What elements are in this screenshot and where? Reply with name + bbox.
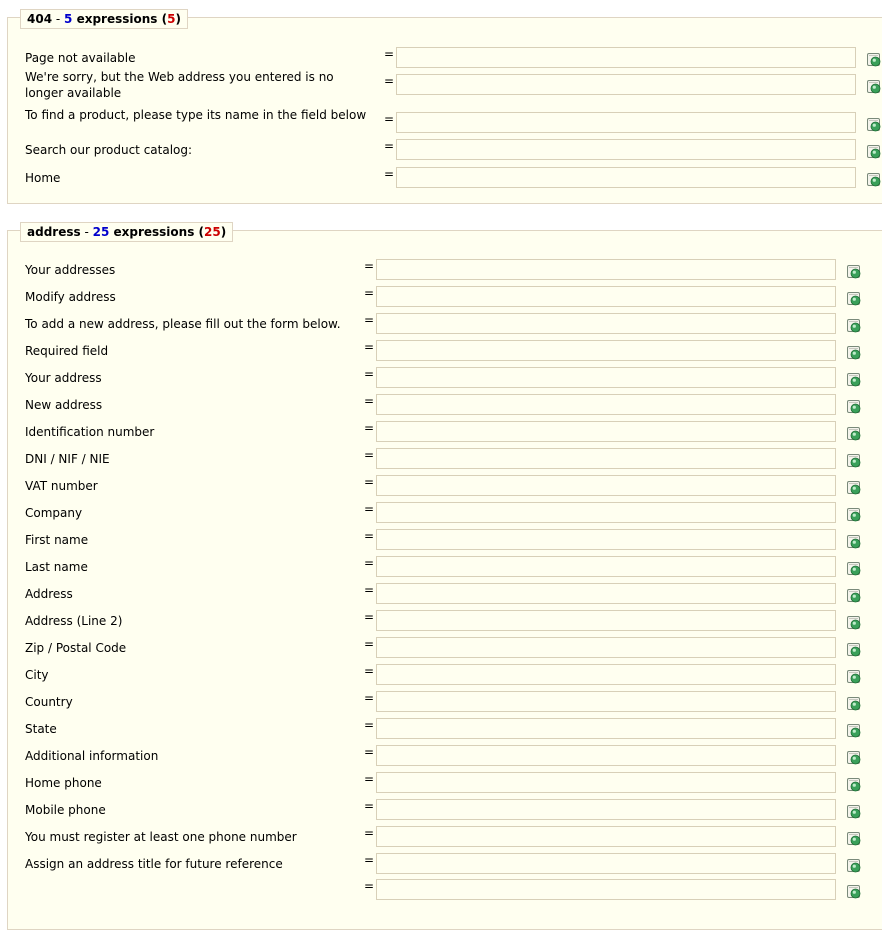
translation-input[interactable] (376, 340, 836, 361)
section-name: 404 (27, 12, 53, 26)
equals-sign: = (384, 47, 395, 61)
section-name: address (27, 225, 81, 239)
translation-input[interactable] (376, 448, 836, 469)
translate-icon[interactable] (846, 642, 862, 657)
translate-icon[interactable] (846, 588, 862, 603)
section-404 (7, 12, 882, 204)
translation-input[interactable] (376, 826, 836, 847)
equals-sign: = (364, 853, 375, 867)
row-label: Address (25, 587, 73, 601)
row-label: Mobile phone (25, 803, 106, 817)
equals-sign: = (384, 112, 395, 126)
section-address (7, 225, 882, 930)
equals-sign: = (364, 421, 375, 435)
equals-sign: = (364, 529, 375, 543)
translate-icon[interactable] (846, 777, 862, 792)
translation-input[interactable] (396, 47, 856, 68)
translate-icon[interactable] (846, 831, 862, 846)
row-label: Company (25, 506, 83, 520)
translate-icon[interactable] (846, 507, 862, 522)
equals-sign: = (364, 664, 375, 678)
row-label: State (25, 722, 57, 736)
equals-sign: = (364, 475, 375, 489)
row-label: Identification number (25, 425, 155, 439)
row-label: Last name (25, 560, 88, 574)
expressions-word: expressions (113, 225, 195, 239)
equals-sign: = (364, 691, 375, 705)
equals-sign: = (364, 583, 375, 597)
equals-sign: = (384, 139, 395, 153)
row-label: Your addresses (25, 263, 116, 277)
equals-sign: = (384, 74, 395, 88)
translate-icon[interactable] (846, 264, 862, 279)
translation-input[interactable] (376, 556, 836, 577)
translate-icon[interactable] (866, 79, 882, 94)
translate-icon[interactable] (846, 399, 862, 414)
translate-icon[interactable] (846, 318, 862, 333)
translation-input[interactable] (376, 529, 836, 550)
row-label: Your address (25, 371, 102, 385)
translation-input[interactable] (376, 637, 836, 658)
expression-count: 5 (64, 12, 73, 26)
translation-input[interactable] (376, 367, 836, 388)
translation-input[interactable] (376, 475, 836, 496)
equals-sign: = (364, 313, 375, 327)
translation-input[interactable] (396, 112, 856, 133)
row-label: First name (25, 533, 89, 547)
equals-sign: = (364, 394, 375, 408)
section-legend-404: 404 - 5 expressions (5) (20, 9, 188, 29)
row-label: To find a product, please type its name in the field below (25, 108, 367, 122)
translation-input[interactable] (376, 799, 836, 820)
equals-sign: = (364, 502, 375, 516)
translation-input[interactable] (376, 421, 836, 442)
row-label: Home (25, 171, 61, 185)
translate-icon[interactable] (846, 696, 862, 711)
row-label: Zip / Postal Code (25, 641, 127, 655)
equals-sign: = (364, 556, 375, 570)
translate-icon[interactable] (866, 172, 882, 187)
translate-icon[interactable] (846, 480, 862, 495)
translate-icon[interactable] (866, 144, 882, 159)
row-label: Country (25, 695, 73, 709)
row-label: We're sorry, but the Web address you entered is no longer available (25, 70, 334, 100)
translation-input[interactable] (376, 879, 836, 900)
row-label: Additional information (25, 749, 159, 763)
missing-count: 5 (167, 12, 176, 26)
missing-count: 25 (204, 225, 221, 239)
translate-icon[interactable] (846, 750, 862, 765)
row-label: Page not available (25, 51, 136, 65)
translation-input[interactable] (376, 664, 836, 685)
row-label: New address (25, 398, 103, 412)
translate-icon[interactable] (846, 345, 862, 360)
equals-sign: = (364, 879, 375, 893)
translation-input[interactable] (396, 139, 856, 160)
translation-input[interactable] (376, 718, 836, 739)
equals-sign: = (364, 637, 375, 651)
equals-sign: = (364, 340, 375, 354)
equals-sign: = (364, 259, 375, 273)
translation-input[interactable] (376, 259, 836, 280)
equals-sign: = (364, 448, 375, 462)
equals-sign: = (384, 167, 395, 181)
equals-sign: = (364, 286, 375, 300)
expressions-word: expressions (76, 12, 158, 26)
row-label: To add a new address, please fill out the form below. (25, 317, 341, 331)
translate-icon[interactable] (846, 561, 862, 576)
row-label: Modify address (25, 290, 116, 304)
translate-icon[interactable] (846, 615, 862, 630)
translation-input[interactable] (376, 691, 836, 712)
translate-icon[interactable] (846, 534, 862, 549)
translate-icon[interactable] (846, 858, 862, 873)
equals-sign: = (364, 799, 375, 813)
equals-sign: = (364, 745, 375, 759)
equals-sign: = (364, 367, 375, 381)
section-legend-address: address - 25 expressions (25) (20, 222, 233, 242)
translation-input[interactable] (396, 167, 856, 188)
translate-icon[interactable] (846, 291, 862, 306)
translate-icon[interactable] (846, 669, 862, 684)
translate-icon[interactable] (866, 52, 882, 67)
equals-sign: = (364, 718, 375, 732)
translation-input[interactable] (376, 583, 836, 604)
row-label: Assign an address title for future reference (25, 857, 283, 871)
row-label: DNI / NIF / NIE (25, 452, 110, 466)
expression-count: 25 (92, 225, 110, 239)
row-label: City (25, 668, 49, 682)
translate-icon[interactable] (846, 804, 862, 819)
equals-sign: = (364, 826, 375, 840)
translation-input[interactable] (396, 74, 856, 95)
row-label: Required field (25, 344, 109, 358)
translation-input[interactable] (376, 772, 836, 793)
translation-input[interactable] (376, 610, 836, 631)
translation-input[interactable] (376, 394, 836, 415)
row-label: You must register at least one phone number (25, 830, 297, 844)
equals-sign: = (364, 610, 375, 624)
translation-input[interactable] (376, 313, 836, 334)
equals-sign: = (364, 772, 375, 786)
translation-input[interactable] (376, 745, 836, 766)
translate-icon[interactable] (846, 453, 862, 468)
translate-icon[interactable] (846, 884, 862, 899)
row-label: Address (Line 2) (25, 614, 123, 628)
translate-icon[interactable] (846, 426, 862, 441)
translate-icon[interactable] (846, 723, 862, 738)
translate-icon[interactable] (866, 117, 882, 132)
translate-icon[interactable] (846, 372, 862, 387)
row-label: Search our product catalog: (25, 143, 193, 157)
translation-input[interactable] (376, 286, 836, 307)
row-label: Home phone (25, 776, 102, 790)
translation-input[interactable] (376, 502, 836, 523)
translation-input[interactable] (376, 853, 836, 874)
row-label: VAT number (25, 479, 98, 493)
